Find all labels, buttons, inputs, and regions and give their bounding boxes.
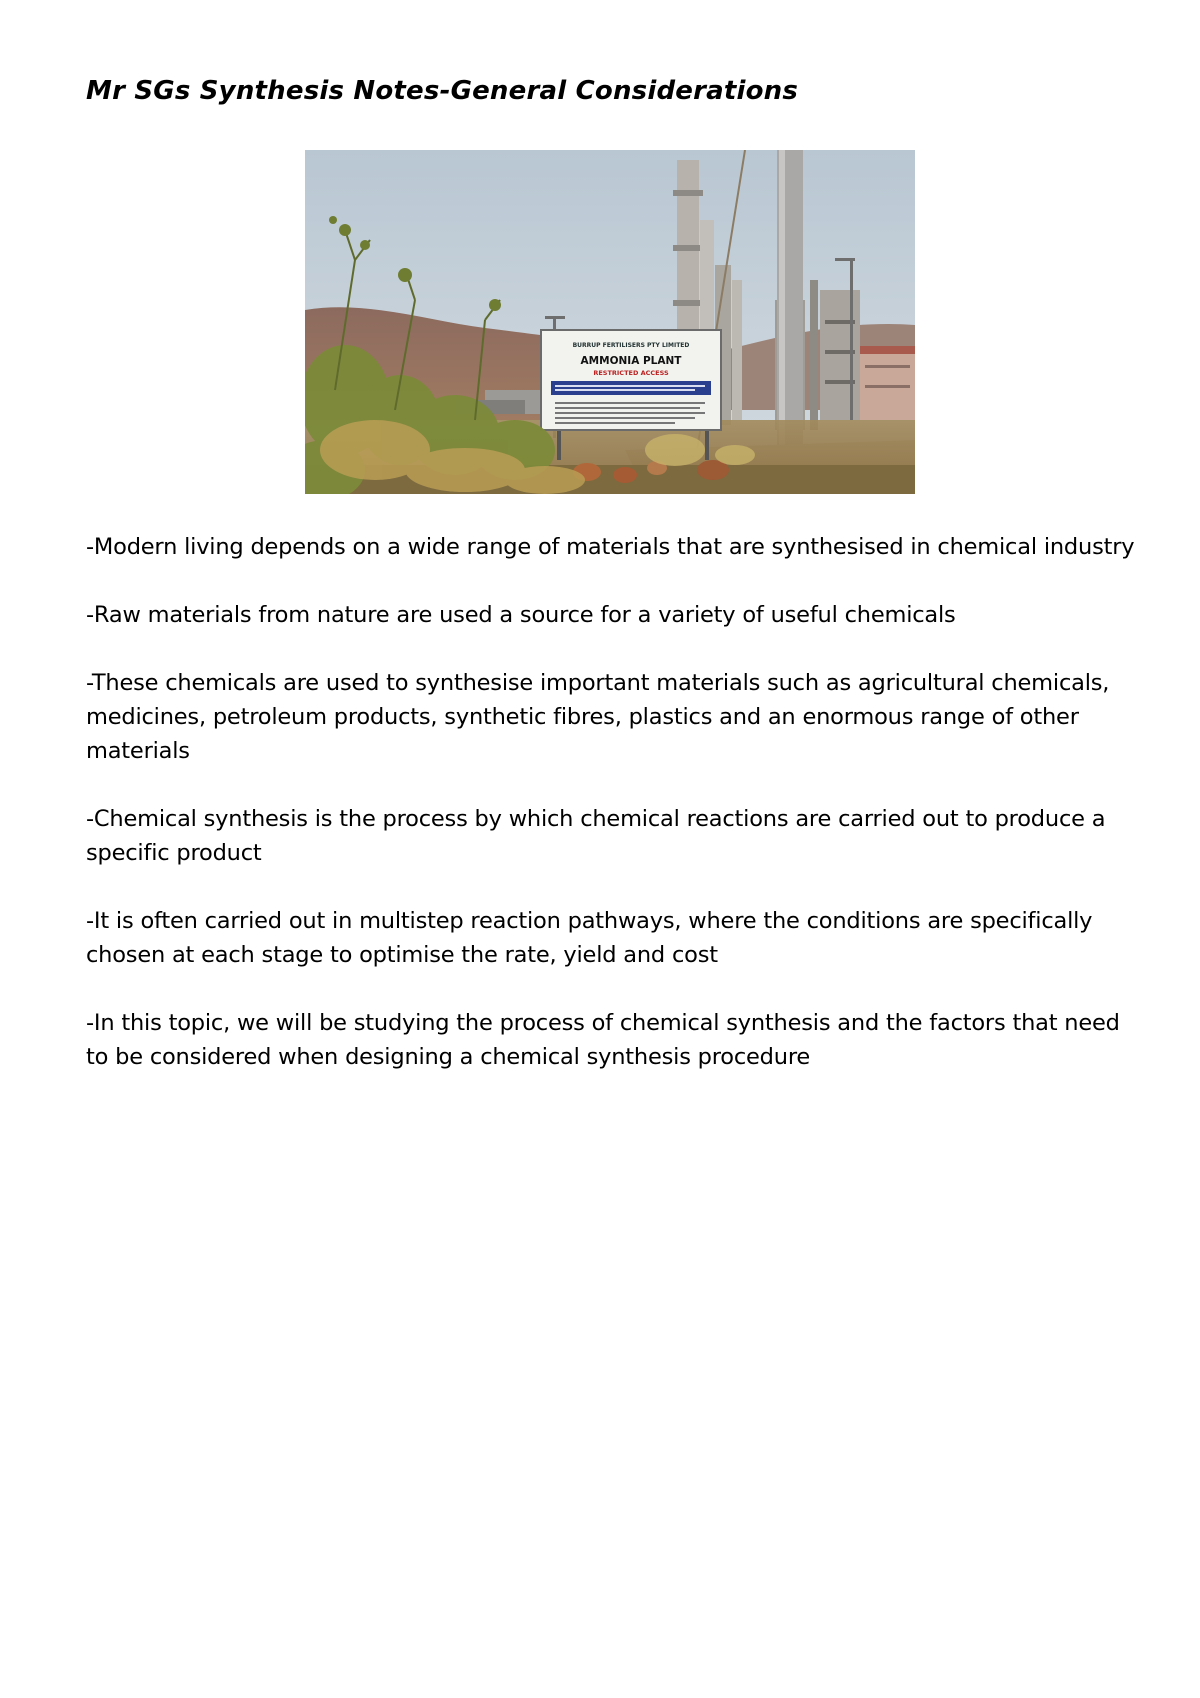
ammonia-plant-photo <box>305 150 915 494</box>
paragraph: -In this topic, we will be studying the process of chemical synthesis and the factors that need to be considered when designing a chemical synthesis procedure <box>86 1010 1120 1070</box>
paragraph: -Chemical synthesis is the process by which chemical reactions are carried out to produce a specific product <box>86 806 1106 866</box>
notes-body <box>86 530 1146 1108</box>
paragraph: -It is often carried out in multistep reaction pathways, where the conditions are specifically chosen at each stage to optimise the rate, yield and cost <box>86 908 1093 968</box>
sign-company-text: BURRUP FERTILISERS PTY LIMITED <box>572 342 690 349</box>
paragraph: -Modern living depends on a wide range of materials that are synthesised in chemical industry <box>86 534 1135 560</box>
paragraph: -These chemicals are used to synthesise important materials such as agricultural chemicals, medicines, petroleum products, synthetic fibres, plastics and an enormous range of other materials <box>86 670 1110 764</box>
sign-title-text: AMMONIA PLANT <box>580 355 682 367</box>
sign-subtitle-text: RESTRICTED ACCESS <box>593 369 669 377</box>
page-title: Mr SGs Synthesis Notes-General Considerations <box>86 76 799 106</box>
paragraph: -Raw materials from nature are used a source for a variety of useful chemicals <box>86 602 956 628</box>
